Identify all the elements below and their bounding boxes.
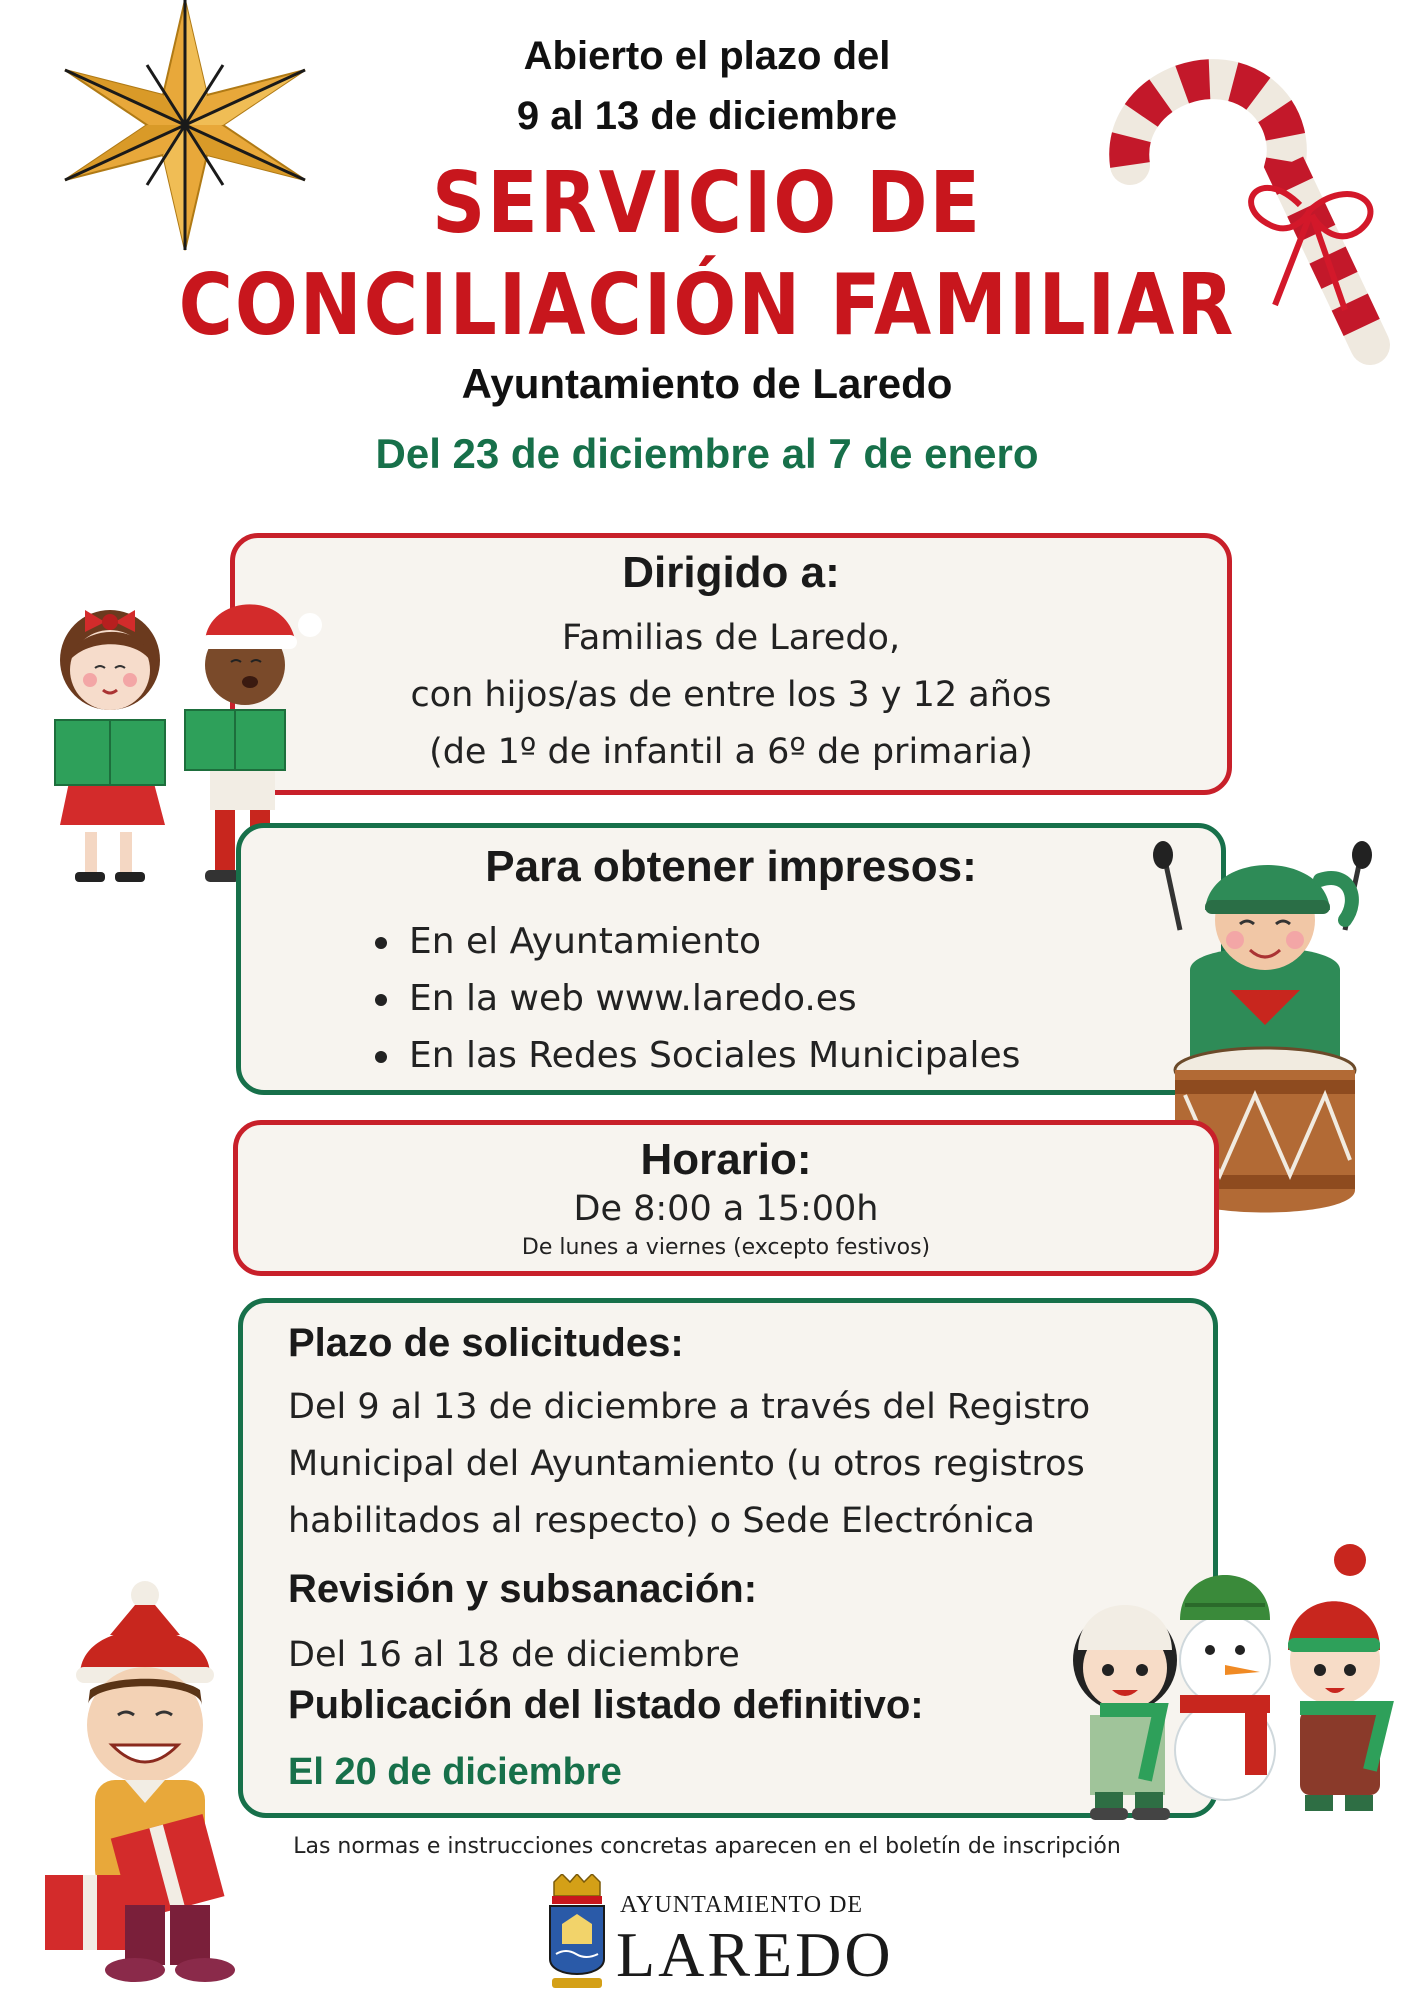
open-period-line-2: 9 al 13 de diciembre: [516, 94, 898, 138]
application-text-line-2: Municipal del Ayuntamiento (u otros registros: [288, 1444, 1085, 1484]
gift-boy-icon: [40, 1575, 280, 2000]
logo-big-text: LAREDO: [616, 1919, 894, 1990]
list-item: En las Redes Sociales Municipales: [371, 1027, 1020, 1084]
publication-heading: Publicación del listado definitivo:: [288, 1683, 924, 1727]
application-text-line-3: habilitados al respecto) o Sede Electrónica: [288, 1501, 1035, 1541]
target-audience-line-3: (de 1º de infantil a 6º de primaria): [429, 732, 1033, 772]
forms-heading: Para obtener impresos:: [485, 842, 977, 891]
target-audience-line-2: con hijos/as de entre los 3 y 12 años: [410, 675, 1052, 715]
service-dates: Del 23 de diciembre al 7 de enero: [375, 430, 1039, 477]
forms-box: [236, 823, 1226, 1095]
list-item: En la web www.laredo.es: [371, 970, 1020, 1027]
application-text-line-1: Del 9 al 13 de diciembre a través del Registro: [288, 1387, 1091, 1427]
list-item: En el Ayuntamiento: [371, 913, 1020, 970]
revision-text: Del 16 al 18 de diciembre: [288, 1635, 740, 1675]
open-period-line-1: Abierto el plazo del: [523, 34, 891, 78]
revision-heading: Revisión y subsanación:: [288, 1567, 758, 1611]
schedule-hours: De 8:00 a 15:00h: [573, 1189, 879, 1229]
snowman-kids-icon: [1050, 1530, 1410, 1830]
logo-small-text: AYUNTAMIENTO DE: [620, 1892, 864, 1918]
service-title-line-1: SERVICIO DE: [431, 153, 983, 253]
forms-list: [371, 913, 1020, 1084]
schedule-box: [233, 1120, 1219, 1276]
target-audience-line-1: Familias de Laredo,: [561, 618, 901, 658]
application-heading: Plazo de solicitudes:: [288, 1321, 684, 1365]
target-audience-box: [230, 533, 1232, 795]
footer-note: Las normas e instrucciones concretas aparecen en el boletín de inscripción: [293, 1834, 1121, 1859]
publication-text: El 20 de diciembre: [288, 1751, 622, 1793]
schedule-days: De lunes a viernes (excepto festivos): [521, 1235, 931, 1260]
target-audience-heading: Dirigido a:: [622, 548, 840, 597]
organizer-name: Ayuntamiento de Laredo: [461, 360, 953, 407]
coat-of-arms-icon: [542, 1874, 612, 1994]
service-title-line-2: CONCILIACIÓN FAMILIAR: [178, 255, 1236, 355]
schedule-heading: Horario:: [640, 1135, 812, 1184]
